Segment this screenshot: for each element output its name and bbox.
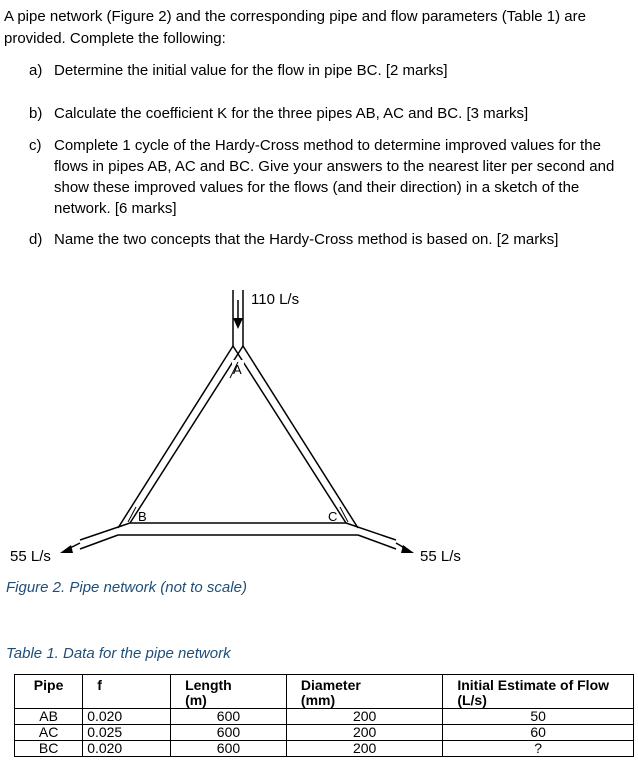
table-row [15,741,634,757]
table-header-row [15,675,634,709]
table-caption: Table 1. Data for the pipe network [6,645,231,662]
question-b-text: Calculate the coefficient K for the three pipes AB, AC and BC. [3 marks] [54,105,529,122]
pipe-ac [233,346,358,528]
question-b [29,103,633,124]
pipe-bc [118,523,358,535]
outflow-right-label: 55 L/s [420,548,461,565]
outflow-left-label: 55 L/s [10,548,51,565]
pipe-data-table [14,674,634,757]
question-c-label: c) [29,137,42,154]
cell-diameter: 200 [286,741,442,757]
cell-flow: ? [443,741,634,757]
node-a [230,360,244,378]
node-c-label: C [328,509,338,524]
figure-caption: Figure 2. Pipe network (not to scale) [6,579,247,596]
question-d-label: d) [29,231,43,248]
cell-flow: 60 [443,725,634,741]
question-c-text: Complete 1 cycle of the Hardy-Cross method to determine improved values for the flows in pipes AB, AC and BC. Give your answers to the nearest liter per second and show these improved values for the flows (and their direction) in a sketch of the network. [6 marks] [54,137,615,217]
cell-pipe: BC [15,741,83,757]
header-length: Length (m) [171,675,287,709]
cell-diameter: 200 [286,709,442,725]
header-pipe: Pipe [15,675,83,709]
node-b-label: B [138,509,147,524]
problem-intro: A pipe network (Figure 2) and the corresponding pipe and flow parameters (Table 1) are provided. Complete the following: [4,8,586,47]
pipe-network-figure [0,280,638,580]
question-d-text: Name the two concepts that the Hardy-Cross method is based on. [2 marks] [54,231,559,248]
header-diameter: Diameter (mm) [286,675,442,709]
cell-pipe: AB [15,709,83,725]
question-b-label: b) [29,105,43,122]
cell-length: 600 [171,709,287,725]
inflow-label: 110 L/s [251,291,300,308]
cell-diameter: 200 [286,725,442,741]
cell-flow: 50 [443,709,634,725]
inflow-arrow [233,300,243,329]
cell-f: 0.020 [83,709,171,725]
header-f: f [83,675,171,709]
question-a-label: a) [29,62,43,79]
cell-f: 0.025 [83,725,171,741]
question-d [29,229,633,250]
outflow-pipe-left [60,523,130,553]
table-row [15,709,634,725]
question-a-text: Determine the initial value for the flow in pipe BC. [2 marks] [54,62,448,79]
pipe-ab [118,346,243,528]
table-row [15,725,634,741]
cell-length: 600 [171,741,287,757]
header-initial-flow: Initial Estimate of Flow (L/s) [443,675,634,709]
cell-f: 0.020 [83,741,171,757]
node-a-label: A [233,362,242,377]
question-c [29,135,633,219]
cell-pipe: AC [15,725,83,741]
question-a [29,60,633,81]
outflow-pipe-right [346,523,414,553]
cell-length: 600 [171,725,287,741]
